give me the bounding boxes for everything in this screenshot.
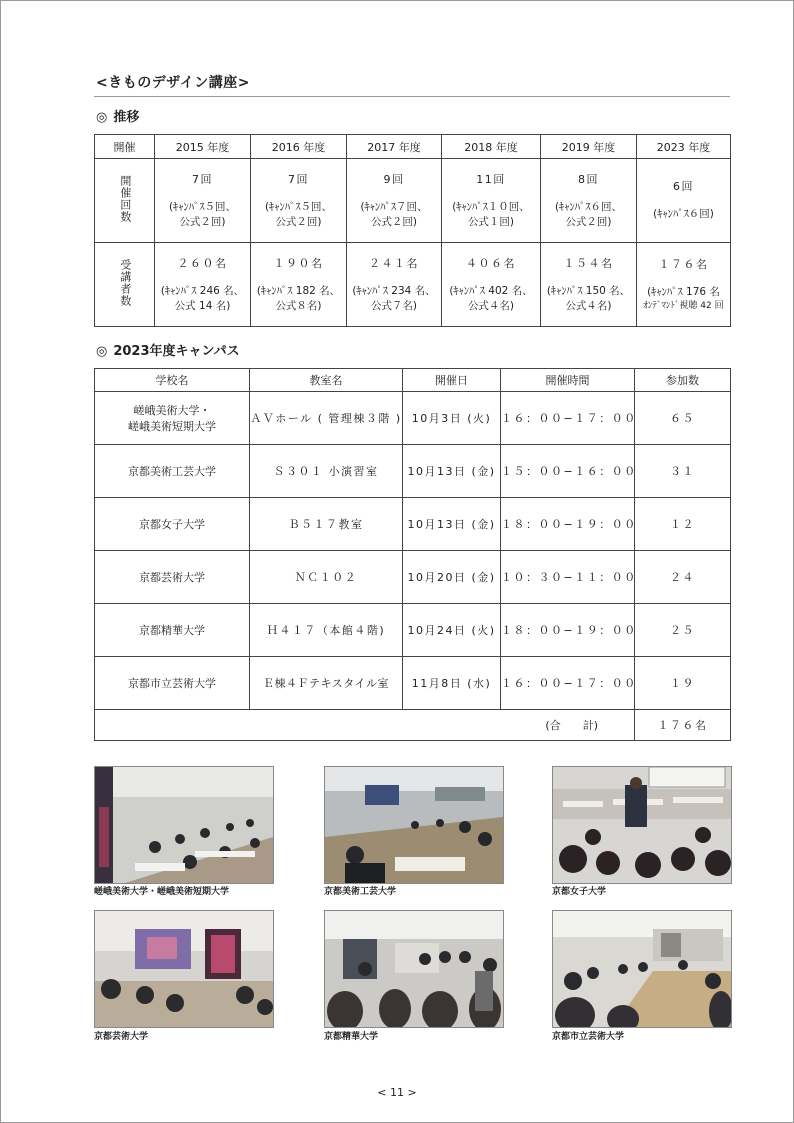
- trend-cell: [347, 243, 442, 327]
- trend-cell-main: ２４１名: [369, 256, 419, 270]
- campus-heading: [96, 340, 240, 359]
- trend-cell: [347, 159, 442, 243]
- trend-cell-main: １９０名: [273, 256, 324, 270]
- time-cell: １８：００−１９：００: [501, 498, 635, 551]
- trend-cell: [637, 243, 731, 327]
- photo-caption: 京都女子大学: [552, 887, 607, 897]
- photo-caption: 京都芸術大学: [94, 1032, 149, 1042]
- room-cell: ＡＶホール ( 管理棟３階 ): [250, 392, 403, 445]
- date-cell: 11月8日 (水): [403, 657, 501, 710]
- trend-heading-text: 推移: [113, 110, 140, 125]
- table-row: [95, 498, 731, 551]
- trend-cell-main: １７６名: [658, 257, 709, 271]
- campus-header-cell: 開催時間: [501, 369, 635, 392]
- photo-caption: 京都美術工芸大学: [324, 887, 397, 897]
- total-label: (合 計): [95, 710, 635, 741]
- row-label-sessions: [95, 159, 155, 243]
- trend-cell-sub: (ｷｬﾝﾊﾟｽ 150 名、: [546, 284, 631, 297]
- date-cell: 10月24日 (火): [403, 604, 501, 657]
- photo-kyoto-geijutsu: [94, 910, 274, 1028]
- trend-cell-sub: (ｷｬﾝﾊﾟｽ６回、: [554, 200, 623, 213]
- count-cell: １９: [635, 657, 731, 710]
- school-cell: 京都精華大学: [95, 604, 250, 657]
- trend-cell-sub: 公式２回): [565, 216, 612, 228]
- page-number: < 11 >: [377, 1086, 417, 1099]
- trend-cell: [637, 159, 731, 243]
- trend-header-cell: 2015 年度: [155, 135, 251, 159]
- trend-row-participants: [95, 243, 731, 327]
- trend-cell-sub: (ｷｬﾝﾊﾟｽ７回、: [360, 200, 428, 213]
- trend-cell-sub: (ｷｬﾝﾊﾟｽ１０回、: [452, 200, 530, 213]
- school-cell: 京都女子大学: [95, 498, 250, 551]
- trend-cell-main: 11回: [476, 172, 506, 186]
- title-divider: [94, 96, 730, 97]
- trend-cell-sub: 公式４名): [467, 300, 515, 312]
- trend-cell-sub: 公式１回): [467, 216, 515, 228]
- trend-header-cell: 2023 年度: [637, 135, 731, 159]
- trend-cell-main: 6回: [673, 180, 694, 194]
- trend-header-cell: 開催: [95, 135, 155, 159]
- school-cell: 京都市立芸術大学: [95, 657, 250, 710]
- trend-cell-sub: 公式４名): [565, 300, 612, 312]
- trend-cell-main: ４０６名: [466, 256, 516, 270]
- double-circle-icon: ◎: [96, 344, 108, 359]
- school-cell: 京都美術工芸大学: [95, 445, 250, 498]
- photo-kyoto-seika: [324, 910, 504, 1028]
- photo-kyoto-bijutsu-kogei: [324, 766, 504, 884]
- trend-header-row: [95, 135, 731, 159]
- date-cell: 10月3日 (火): [403, 392, 501, 445]
- room-cell: Ｓ３０１ 小演習室: [250, 445, 403, 498]
- table-row: [95, 657, 731, 710]
- time-cell: １５：００−１６：００: [501, 445, 635, 498]
- trend-cell-sub: (ｷｬﾝﾊﾟｽ 402 名、: [449, 284, 533, 297]
- school-cell: [95, 392, 250, 445]
- room-cell: Ｅ棟４Ｆテキスタイル室: [250, 657, 403, 710]
- trend-cell-sub: ｵﾝﾃﾞﾏﾝﾄﾞ視聴 42 回: [643, 301, 724, 312]
- trend-cell-sub: (ｷｬﾝﾊﾟｽ５回、: [264, 200, 333, 213]
- school-cell: 京都芸術大学: [95, 551, 250, 604]
- photo-caption: 京都市立芸術大学: [552, 1032, 625, 1042]
- trend-cell-main: 7回: [192, 172, 213, 186]
- school-name: 嵯峨美術短期大学: [128, 420, 216, 433]
- campus-heading-text: 2023年度キャンパス: [113, 344, 240, 359]
- trend-cell-sub: (ｷｬﾝﾊﾟｽ６回): [653, 208, 714, 221]
- campus-header-cell: 参加数: [635, 369, 731, 392]
- date-cell: 10月20日 (金): [403, 551, 501, 604]
- room-cell: ＮＣ１０２: [250, 551, 403, 604]
- table-row: [95, 392, 731, 445]
- trend-cell-sub: (ｷｬﾝﾊﾟｽ 176 名: [647, 285, 720, 298]
- trend-table: [94, 134, 731, 327]
- trend-cell-sub: 公式２回): [370, 216, 418, 228]
- trend-cell: [442, 159, 541, 243]
- photo-caption: 嵯峨美術大学・嵯峨美術短期大学: [94, 887, 230, 897]
- double-circle-icon: ◎: [96, 110, 108, 125]
- date-cell: 10月13日 (金): [403, 445, 501, 498]
- table-row: [95, 551, 731, 604]
- trend-cell: [251, 243, 347, 327]
- trend-heading: [96, 106, 139, 125]
- row-label-participants: [95, 243, 155, 327]
- count-cell: ２４: [635, 551, 731, 604]
- trend-cell-main: 8回: [578, 172, 599, 186]
- photo-saga: [94, 766, 274, 884]
- photo-kyoto-shiritsu-geijutsu: [552, 910, 732, 1028]
- trend-cell-sub: 公式２回): [179, 216, 226, 228]
- count-cell: ２５: [635, 604, 731, 657]
- time-cell: １６：００−１７：００: [501, 657, 635, 710]
- trend-cell-main: １５４名: [563, 256, 614, 270]
- total-value: １７６名: [635, 710, 731, 741]
- trend-cell-sub: (ｷｬﾝﾊﾟｽ 246 名、: [160, 284, 245, 297]
- table-row: [95, 604, 731, 657]
- trend-cell: [541, 159, 637, 243]
- campus-header-row: [95, 369, 731, 392]
- trend-cell: [541, 243, 637, 327]
- section-title: <きものデザイン講座>: [96, 75, 250, 91]
- time-cell: １８：００−１９：００: [501, 604, 635, 657]
- count-cell: ３１: [635, 445, 731, 498]
- trend-cell-sub: 公式７名): [370, 300, 418, 312]
- vertical-label: 開催回数: [118, 174, 132, 223]
- campus-table: [94, 368, 731, 741]
- trend-cell-main: 9回: [383, 172, 405, 186]
- trend-cell-sub: 公式８名): [275, 300, 322, 312]
- trend-header-cell: 2019 年度: [541, 135, 637, 159]
- trend-header-cell: 2016 年度: [251, 135, 347, 159]
- trend-row-sessions: [95, 159, 731, 243]
- school-name: 嵯峨美術大学・: [133, 404, 211, 417]
- trend-cell: [155, 243, 251, 327]
- trend-cell-sub: 公式 14 名): [174, 300, 231, 312]
- trend-cell-sub: (ｷｬﾝﾊﾟｽ５回、: [168, 200, 237, 213]
- room-cell: Ｈ４１７（本館４階): [250, 604, 403, 657]
- trend-cell-main: 7回: [288, 172, 309, 186]
- trend-header-cell: 2018 年度: [442, 135, 541, 159]
- count-cell: ６５: [635, 392, 731, 445]
- total-row: [95, 710, 731, 741]
- trend-cell-sub: (ｷｬﾝﾊﾟｽ 234 名、: [352, 284, 436, 297]
- campus-header-cell: 開催日: [403, 369, 501, 392]
- trend-cell: [155, 159, 251, 243]
- time-cell: １６：００−１７：００: [501, 392, 635, 445]
- room-cell: Ｂ５１７教室: [250, 498, 403, 551]
- count-cell: １２: [635, 498, 731, 551]
- trend-cell: [442, 243, 541, 327]
- campus-header-cell: 教室名: [250, 369, 403, 392]
- trend-cell-sub: 公式２回): [275, 216, 322, 228]
- time-cell: １０：３０−１１：００: [501, 551, 635, 604]
- photo-kyoto-joshi: [552, 766, 732, 884]
- trend-header-cell: 2017 年度: [347, 135, 442, 159]
- trend-cell: [251, 159, 347, 243]
- table-row: [95, 445, 731, 498]
- campus-header-cell: 学校名: [95, 369, 250, 392]
- trend-cell-sub: (ｷｬﾝﾊﾟｽ 182 名、: [256, 284, 341, 297]
- date-cell: 10月13日 (金): [403, 498, 501, 551]
- trend-cell-main: ２６０名: [177, 256, 228, 270]
- photo-caption: 京都精華大学: [324, 1032, 379, 1042]
- vertical-label: 受講者数: [118, 258, 132, 307]
